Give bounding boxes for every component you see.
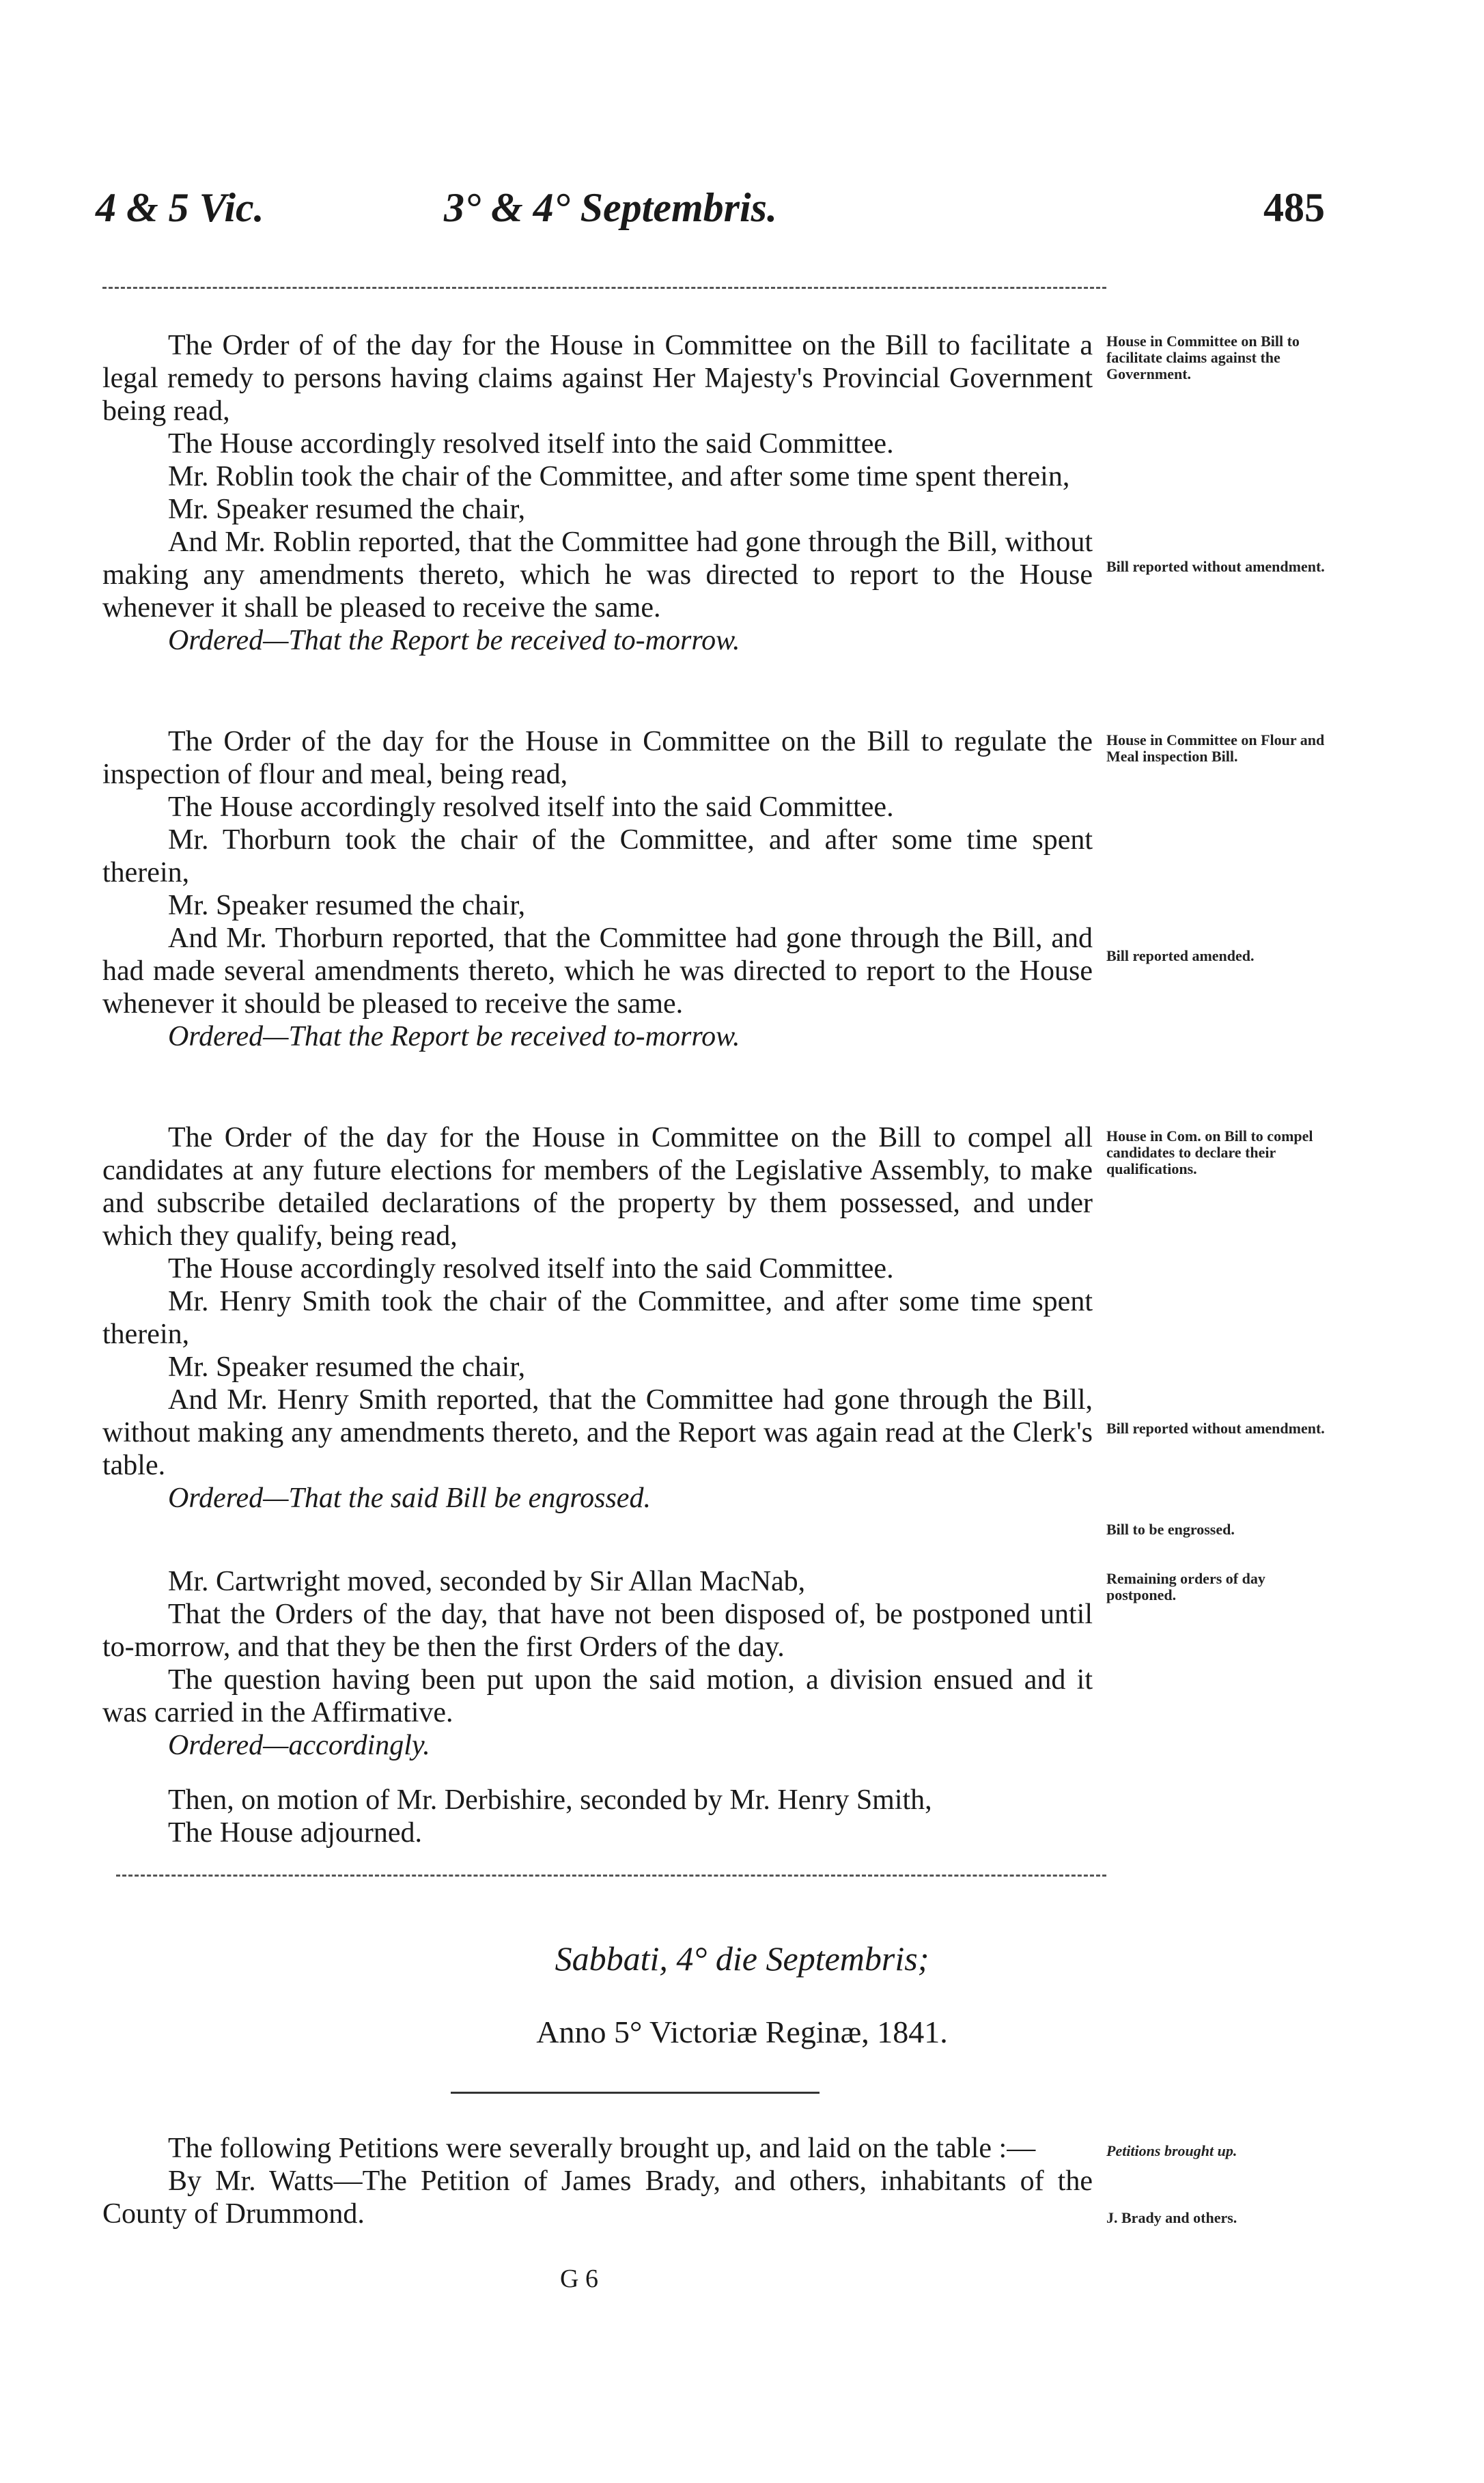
- header-rule: [102, 287, 1106, 289]
- short-rule: [451, 2092, 820, 2094]
- entry-text: The House accordingly resolved itself into the said Committee.: [168, 1253, 894, 1285]
- signature-mark: G 6: [560, 2264, 598, 2293]
- entry-text: The House accordingly resolved itself into the said Committee.: [168, 791, 894, 823]
- margin-note: Petitions brought up.: [1106, 2142, 1237, 2159]
- entry-text: Mr. Speaker resumed the chair,: [168, 1351, 526, 1383]
- entry-text: And Mr. Thorburn reported, that the Committee had gone through the Bill, and had made several amendments thereto, which he was directed to report to the House whenever it should be pleased to receive the same.: [102, 923, 1093, 1020]
- entry-order: Ordered—That the Report be received to-morrow.: [168, 625, 740, 656]
- entry-text: The question having been put upon the said motion, a division ensued and it was carried in the Affirmative.: [102, 1664, 1093, 1728]
- entry-text: That the Orders of the day, that have not been disposed of, be postponed until to-morrow, and that they be then the first Orders of the day.: [102, 1599, 1093, 1663]
- entry-petitions: [102, 2132, 1093, 2230]
- entry-text: Mr. Thorburn took the chair of the Committee, and after some time spent therein,: [102, 824, 1093, 888]
- section-rule: [116, 1875, 1106, 1877]
- header-regnal-year: 4 & 5 Vic.: [96, 185, 264, 230]
- entry-text: Mr. Speaker resumed the chair,: [168, 890, 526, 921]
- entry-text: Mr. Cartwright moved, seconded by Sir Allan MacNab,: [168, 1566, 806, 1597]
- entry-text: Mr. Speaker resumed the chair,: [168, 494, 526, 525]
- entry-text: And Mr. Roblin reported, that the Committee had gone through the Bill, without making any amendments thereto, which he was directed to report to the House whenever it shall be pleased to receive the same.: [102, 527, 1093, 623]
- page-number: 485: [1263, 185, 1325, 230]
- margin-note: Bill reported without amendment.: [1106, 1420, 1325, 1437]
- entry-text: The House accordingly resolved itself into the said Committee.: [168, 428, 894, 460]
- entry-text: And Mr. Henry Smith reported, that the Committee had gone through the Bill, without making any amendments thereto, and the Report was again read at the Clerk's table.: [102, 1384, 1093, 1481]
- margin-note: Bill reported without amendment.: [1106, 558, 1325, 575]
- margin-note: Bill reported amended.: [1106, 947, 1255, 964]
- section-date-heading: Sabbati, 4° die Septembris;: [555, 1939, 929, 1978]
- entry-text: The following Petitions were severally brought up, and laid on the table :—: [168, 2133, 1036, 2164]
- entry-text: The Order of of the day for the House in Committee on the Bill to facilitate a legal remedy to persons having claims against Her Majesty's Provincial Government being read,: [102, 330, 1093, 427]
- margin-note: House in Com. on Bill to compel candidates to declare their qualifications.: [1106, 1127, 1313, 1177]
- entry-flour-meal-bill: [102, 725, 1093, 1053]
- entry-text: The Order of the day for the House in Committee on the Bill to regulate the inspection of flour and meal, being read,: [102, 726, 1093, 790]
- margin-note: Remaining orders of day postponed.: [1106, 1570, 1265, 1603]
- entry-order: Ordered—accordingly.: [168, 1730, 430, 1761]
- entry-text: Mr. Henry Smith took the chair of the Committee, and after some time spent therein,: [102, 1286, 1093, 1350]
- margin-note: J. Brady and others.: [1106, 2209, 1237, 2226]
- margin-note: House in Committee on Bill to facilitate claims against the Government.: [1106, 333, 1300, 382]
- entry-text: The Order of the day for the House in Committee on the Bill to compel all candidates at any future elections for members of the Legislative Assembly, to make and subscribe detailed declarations of the property by them possessed, and under which they qualify, being read,: [102, 1122, 1093, 1252]
- margin-note: Bill to be engrossed.: [1106, 1521, 1235, 1538]
- margin-note: House in Committee on Flour and Meal inspection Bill.: [1106, 731, 1325, 765]
- entry-candidates-bill: [102, 1121, 1093, 1515]
- entry-order: Ordered—That the Report be received to-morrow.: [168, 1021, 740, 1052]
- entry-text: Then, on motion of Mr. Derbishire, seconded by Mr. Henry Smith,: [168, 1784, 932, 1816]
- page-header: [96, 184, 1325, 246]
- entry-orders-postponed: [102, 1565, 1093, 1762]
- section-year-heading: Anno 5° Victoriæ Reginæ, 1841.: [536, 2015, 948, 2049]
- entry-text: The House adjourned.: [168, 1817, 423, 1849]
- entry-text: Mr. Roblin took the chair of the Committee, and after some time spent therein,: [168, 461, 1070, 492]
- header-date: 3° & 4° Septembris.: [444, 185, 777, 230]
- entry-claims-bill: [102, 329, 1093, 657]
- entry-adjournment: [102, 1784, 1093, 1849]
- entry-order: Ordered—That the said Bill be engrossed.: [168, 1483, 651, 1514]
- entry-text: By Mr. Watts—The Petition of James Brady, and others, inhabitants of the County of Drummond.: [102, 2165, 1093, 2230]
